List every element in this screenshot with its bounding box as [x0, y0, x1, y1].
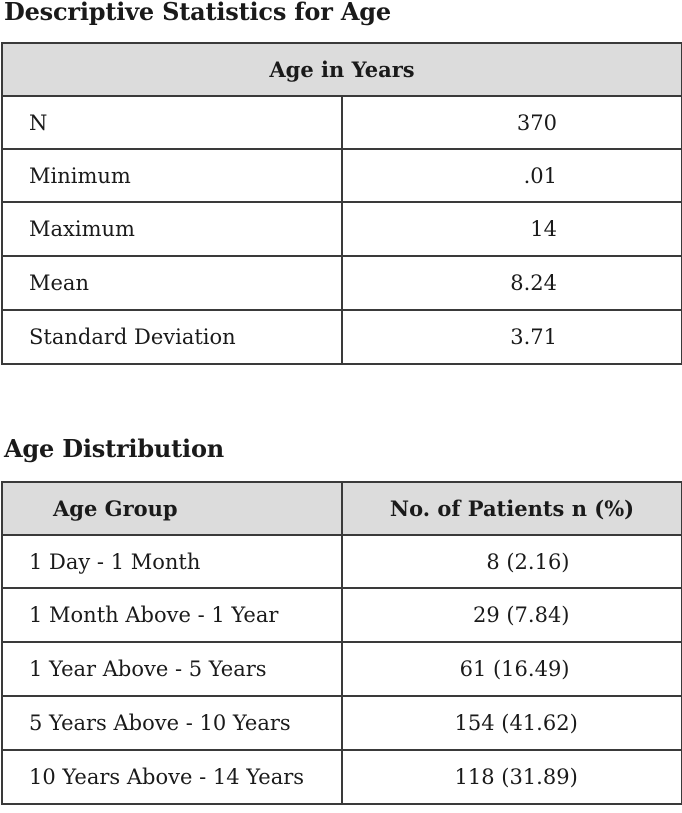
table-row	[2, 149, 682, 202]
table-row	[2, 256, 682, 310]
stat-label: Maximum	[2, 202, 342, 256]
patients-cell: 154 (41.62)	[342, 696, 682, 750]
patients-cell: 118 (31.89)	[342, 750, 682, 804]
patients-cell: 61 (16.49)	[342, 642, 682, 696]
patients-cell: 8 (2.16)	[342, 535, 682, 588]
table-row	[2, 642, 682, 696]
table-row	[2, 588, 682, 642]
age-group-cell: 1 Day - 1 Month	[2, 535, 342, 588]
table-row	[2, 696, 682, 750]
table-row	[2, 750, 682, 804]
table-row	[2, 202, 682, 256]
stat-value: 370	[342, 96, 682, 149]
stat-label: Mean	[2, 256, 342, 310]
age-group-cell: 5 Years Above - 10 Years	[2, 696, 342, 750]
stat-value: .01	[342, 149, 682, 202]
age-group-cell: 10 Years Above - 14 Years	[2, 750, 342, 804]
table-row	[2, 310, 682, 364]
descriptive-statistics-title: Descriptive Statistics for Age	[4, 0, 391, 26]
patients-cell: 29 (7.84)	[342, 588, 682, 642]
stat-value: 8.24	[342, 256, 682, 310]
stat-value: 14	[342, 202, 682, 256]
age-group-header: Age Group	[2, 482, 342, 535]
age-distribution-title: Age Distribution	[4, 434, 225, 463]
age-in-years-header: Age in Years	[2, 43, 682, 96]
table-row	[2, 535, 682, 588]
table-header-row	[2, 482, 682, 535]
stat-label: Standard Deviation	[2, 310, 342, 364]
descriptive-statistics-table	[1, 42, 682, 365]
table-header-row	[2, 43, 682, 96]
patients-header: No. of Patients n (%)	[342, 482, 682, 535]
stat-label: Minimum	[2, 149, 342, 202]
age-group-cell: 1 Month Above - 1 Year	[2, 588, 342, 642]
table-row	[2, 96, 682, 149]
age-distribution-table	[1, 481, 682, 805]
stat-value: 3.71	[342, 310, 682, 364]
stat-label: N	[2, 96, 342, 149]
age-group-cell: 1 Year Above - 5 Years	[2, 642, 342, 696]
